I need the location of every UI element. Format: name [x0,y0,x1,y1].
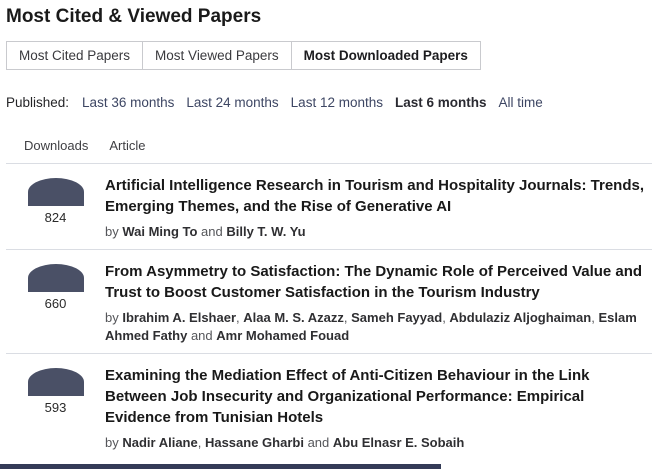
article-authors[interactable]: by Nadir Aliane, Hassane Gharbi and Abu Elnasr E. Sobaih [105,435,465,450]
tab-most-downloaded-papers[interactable]: Most Downloaded Papers [291,41,481,70]
downloads-count: 660 [44,296,67,311]
article-title-link[interactable]: Examining the Mediation Effect of Anti-Citizen Behaviour in the Link Between Job Insecurity and Organizational Performance: Empirical Evidence from Tunisian Hotels [105,367,590,426]
article-row [6,353,652,460]
filter-last-6-months[interactable]: Last 6 months [394,95,487,110]
downloads-count: 824 [44,210,67,225]
article-cell [105,175,652,241]
filter-last-24-months[interactable]: Last 24 months [186,95,279,110]
tab-bar [6,41,652,70]
column-header-downloads: Downloads [24,138,89,153]
published-filter [6,95,652,110]
article-cell [105,261,652,345]
tab-most-cited-papers[interactable]: Most Cited Papers [6,41,143,70]
article-cell [105,365,652,452]
downloads-dome-icon [28,368,84,396]
tab-most-viewed-papers[interactable]: Most Viewed Papers [142,41,292,70]
article-authors[interactable]: by Ibrahim A. Elshaer, Alaa M. S. Azazz, Sameh Fayyad, Abdulaziz Aljoghaiman, Eslam Ahmed Fathy and Amr Mohamed Fouad [105,310,637,343]
article-list [6,163,652,460]
downloads-count: 593 [44,400,67,415]
filter-all-time[interactable]: All time [498,95,543,110]
filter-last-36-months[interactable]: Last 36 months [82,95,175,110]
downloads-cell [6,175,105,241]
table-header [6,138,652,163]
column-header-article: Article [109,138,146,153]
downloads-cell [6,261,105,345]
article-title-link[interactable]: From Asymmetry to Satisfaction: The Dynamic Role of Perceived Value and Trust to Boost Customer Satisfaction in the Tourism Industry [105,263,643,301]
filter-last-12-months[interactable]: Last 12 months [290,95,383,110]
downloads-dome-icon [28,264,84,292]
article-row [6,249,652,353]
downloads-dome-icon [28,178,84,206]
page-title: Most Cited & Viewed Papers [6,6,262,27]
article-row [6,163,652,249]
downloads-cell [6,365,105,452]
published-label: Published: [6,95,70,110]
article-title-link[interactable]: Artificial Intelligence Research in Tourism and Hospitality Journals: Trends, Emerging Themes, and the Rise of Generative AI [105,177,645,215]
article-authors[interactable]: by Wai Ming To and Billy T. W. Yu [105,224,306,239]
footer-bar [0,464,441,469]
